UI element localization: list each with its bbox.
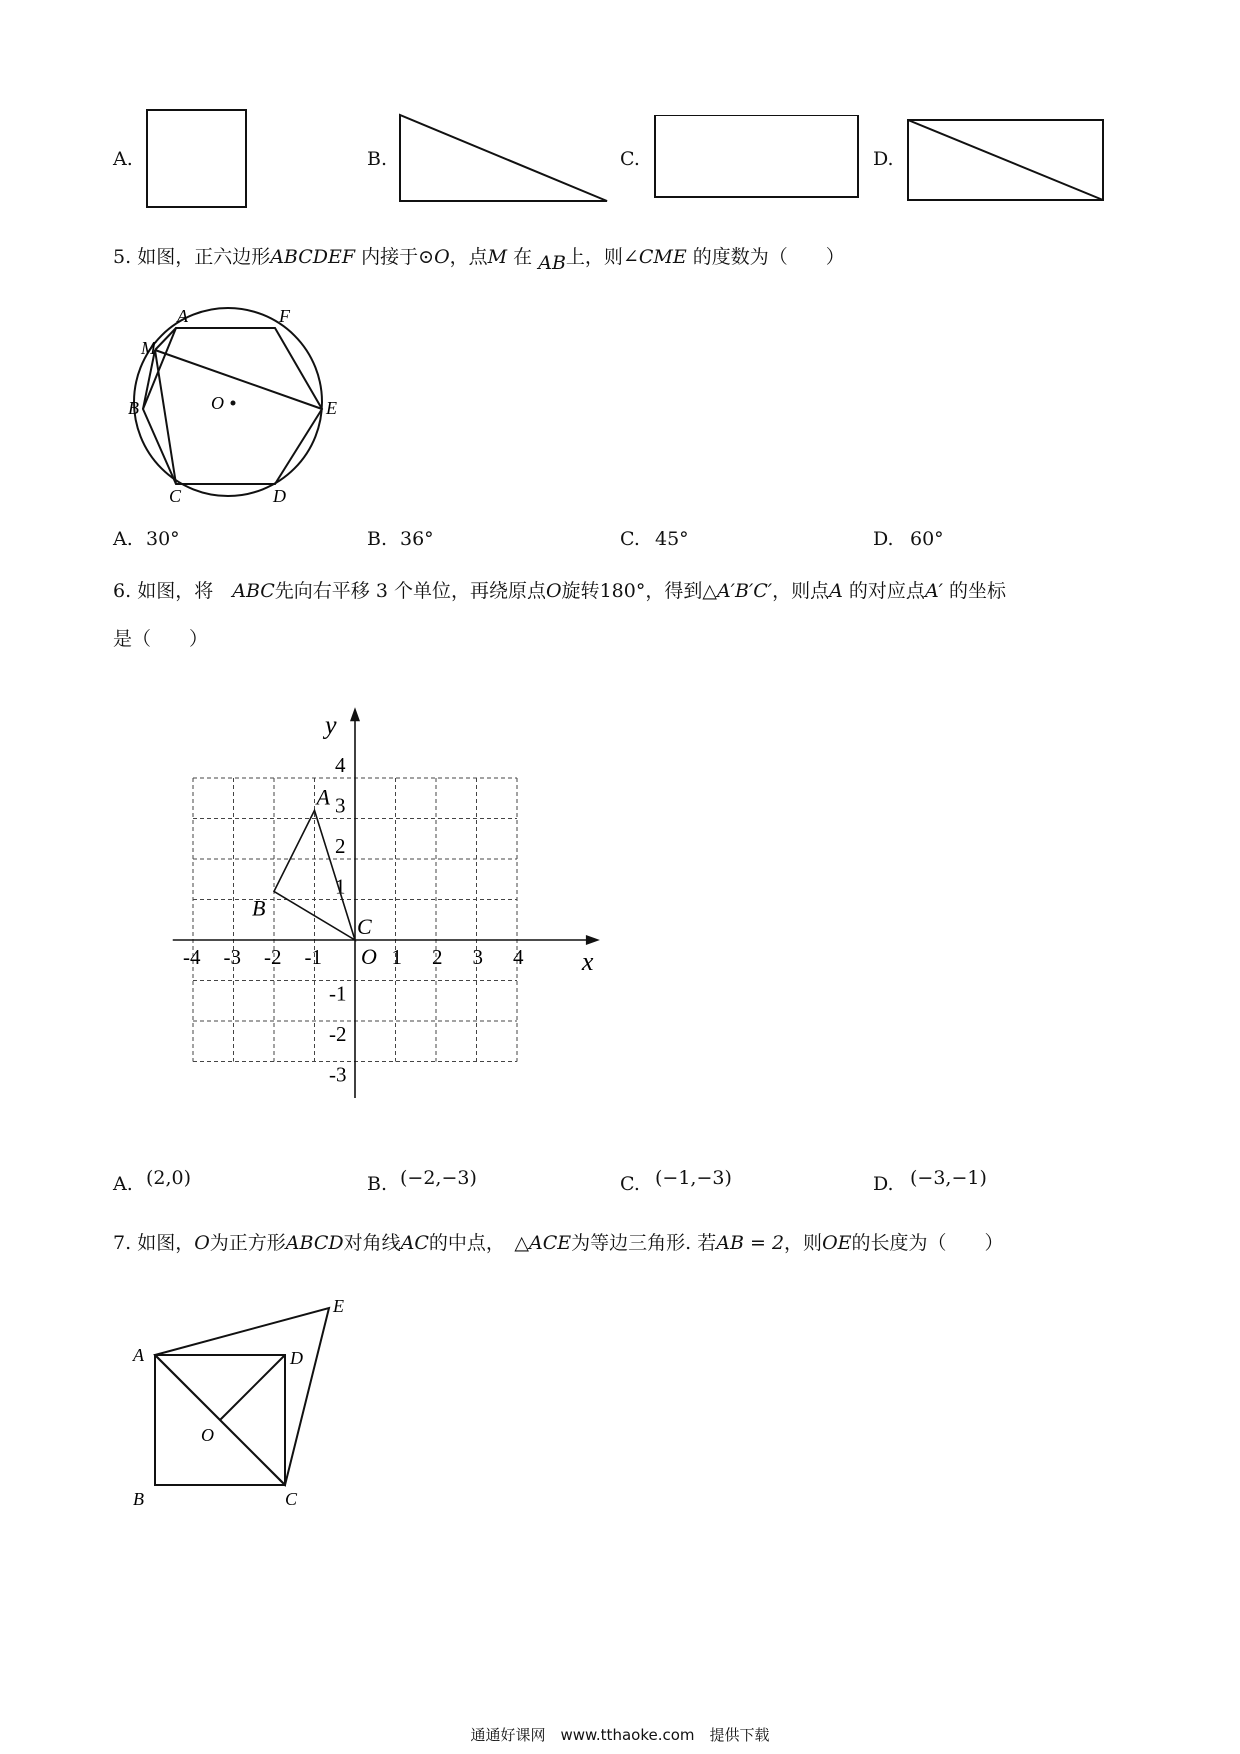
q5-option-b-label: B. xyxy=(367,528,388,550)
q5-label-c: C xyxy=(169,486,182,505)
q6-y-tick-label: -2 xyxy=(329,1022,347,1046)
q7-diagonal: AC xyxy=(400,1232,429,1254)
q6-text-4: ，得到 xyxy=(645,580,703,602)
q6-x-axis-arrow xyxy=(586,935,600,945)
q5-label-b: B xyxy=(128,398,139,418)
q7-condition: AB = 2 xyxy=(716,1232,785,1254)
q6-x-tick-label: -2 xyxy=(264,945,282,969)
q7-question xyxy=(113,1228,1153,1258)
q6-y-axis-label: y xyxy=(325,710,337,740)
q7-segment-od xyxy=(220,1355,285,1420)
q5-option-c-value: 45° xyxy=(655,528,689,550)
q5-option-b-value: 36° xyxy=(400,528,434,550)
q4-option-d-label: D. xyxy=(873,148,894,170)
q6-y-tick-label: 4 xyxy=(335,753,346,777)
q5-point-m: M xyxy=(487,246,508,268)
q6-rotation: 180° xyxy=(599,580,646,602)
q6-label-c: C xyxy=(357,914,372,939)
q6-options xyxy=(0,1167,1240,1197)
q6-number: 6. xyxy=(113,580,132,602)
q5-option-a-label: A. xyxy=(113,528,133,550)
q5-label-e: E xyxy=(326,398,337,418)
q5-label-d: D xyxy=(273,486,286,505)
q6-coordinate-graph xyxy=(140,665,610,1115)
q4-option-c-label: C. xyxy=(620,148,640,170)
q4-option-d-rectangle-diagonal xyxy=(905,117,1105,202)
q7-point-o: O xyxy=(194,1232,210,1254)
q6-x-tick-label: 3 xyxy=(472,945,483,969)
q7-figure-square-triangle xyxy=(125,1285,365,1515)
q6-x-tick-label: -4 xyxy=(183,945,201,969)
q7-text-7: 的长度为（ ） xyxy=(851,1232,1004,1254)
q6-text-2: 先向右平移 3 个单位，再绕原点 xyxy=(274,580,546,602)
q4-option-c-rectangle xyxy=(650,115,865,200)
q7-text-4: 的中点， xyxy=(428,1232,496,1254)
q6-x-tick-label: 4 xyxy=(513,945,524,969)
q6-option-a-value: (2,0) xyxy=(146,1167,192,1189)
q6-y-axis-arrow xyxy=(350,707,360,721)
q4-option-a-square xyxy=(140,105,250,210)
q6-text-7: 的坐标 xyxy=(949,580,1007,602)
q7-triangle: △ACE xyxy=(514,1232,572,1254)
q6-option-a-label: A. xyxy=(113,1173,133,1195)
q6-triangle: ABC xyxy=(232,580,275,602)
q6-option-c-label: C. xyxy=(620,1173,640,1195)
q5-text-6: 的度数为（ ） xyxy=(692,246,845,268)
q5-label-m: M xyxy=(141,338,156,358)
q6-option-d-label: D. xyxy=(873,1173,894,1195)
q5-angle: ∠CME xyxy=(622,246,687,268)
q6-option-c-value: (−1,−3) xyxy=(655,1167,732,1189)
q7-text-5: 为等边三角形. 若 xyxy=(571,1232,717,1254)
q5-option-c-label: C. xyxy=(620,528,640,550)
q7-label-a: A xyxy=(133,1345,144,1365)
q7-label-e: E xyxy=(333,1296,344,1316)
q5-center-dot xyxy=(231,401,236,406)
q6-label-a: A xyxy=(316,784,330,810)
q7-label-d: D xyxy=(290,1348,303,1368)
q5-hexagon-shape xyxy=(143,328,322,484)
q5-text-1: 如图，正六边形 xyxy=(137,246,271,268)
q6-y-tick-label: 3 xyxy=(335,793,346,818)
q6-x-axis-label: x xyxy=(581,947,594,976)
q7-square: ABCD xyxy=(285,1232,344,1254)
q4-option-b-triangle xyxy=(392,110,617,205)
q5-figure-hexagon-in-circle xyxy=(125,305,350,505)
q5-option-d-value: 60° xyxy=(910,528,944,550)
q6-text-8: 是（ ） xyxy=(113,628,209,650)
q5-hexagon: ABCDEF xyxy=(270,246,356,268)
q7-label-c: C xyxy=(285,1489,298,1509)
q7-text-2: 为正方形 xyxy=(209,1232,286,1254)
q6-question xyxy=(113,576,1153,654)
q6-y-tick-label: 1 xyxy=(335,874,346,899)
q5-options xyxy=(0,528,1240,558)
q5-text-5: 上，则 xyxy=(565,246,623,268)
q6-label-b: B xyxy=(252,895,266,921)
q5-text-2: 内接于 xyxy=(361,246,419,268)
q6-option-b-value: (−2,−3) xyxy=(400,1167,477,1189)
q6-axes xyxy=(173,707,600,1098)
q7-segment-oe: OE xyxy=(822,1232,852,1254)
q5-label-f: F xyxy=(279,306,290,326)
q6-text-5: ，则点 xyxy=(772,580,830,602)
q6-text-1: 如图，将 xyxy=(137,580,214,602)
page-footer: 通通好课网 www.tthaoke.com 提供下载 xyxy=(470,1726,770,1744)
q6-point-a-prime: A′ xyxy=(924,580,943,602)
q6-y-tick-label: -1 xyxy=(329,981,347,1006)
q6-option-d-value: (−3,−1) xyxy=(910,1167,987,1189)
q4-option-b-label: B. xyxy=(367,148,388,170)
q5-text-3: ，点 xyxy=(449,246,488,268)
q4-options xyxy=(0,90,1240,210)
q7-text-1: 如图， xyxy=(137,1232,195,1254)
q6-x-tick-label: -3 xyxy=(223,945,241,969)
q6-tick-labels xyxy=(183,753,524,1087)
q5-arc: AB xyxy=(538,252,566,274)
q6-y-tick-label: 2 xyxy=(335,834,346,858)
q5-label-a: A xyxy=(177,306,188,326)
q7-number: 7. xyxy=(113,1232,132,1254)
q6-text-6: 的对应点 xyxy=(848,580,925,602)
q7-text-6: ，则 xyxy=(784,1232,823,1254)
q7-text-3: 对角线 xyxy=(343,1232,401,1254)
q6-option-b-label: B. xyxy=(367,1173,388,1195)
q5-option-a-value: 30° xyxy=(146,528,180,550)
q5-circle-sym: ⊙ xyxy=(418,246,435,268)
q6-origin: O xyxy=(545,580,562,602)
q6-origin-label: O xyxy=(361,944,377,969)
q5-label-o: O xyxy=(211,393,224,413)
q7-label-b: B xyxy=(133,1489,144,1509)
q6-x-tick-label: 1 xyxy=(391,945,402,969)
q7-label-o: O xyxy=(201,1425,214,1445)
q6-y-tick-label: -3 xyxy=(329,1062,347,1087)
q5-number: 5. xyxy=(113,246,132,268)
q5-circle: O xyxy=(434,246,450,268)
q6-text-3: 旋转 xyxy=(561,580,600,602)
q5-question xyxy=(113,242,1153,272)
q5-segment-me xyxy=(155,350,322,409)
q5-option-d-label: D. xyxy=(873,528,894,550)
q4-option-a-label: A. xyxy=(113,148,133,170)
q6-triangle-image: △A′B′C′ xyxy=(702,580,773,602)
q6-x-tick-label: -1 xyxy=(304,945,322,969)
q7-triangle-ace xyxy=(155,1308,329,1485)
q6-x-tick-label: 2 xyxy=(432,945,443,969)
q5-text-4: 在 xyxy=(513,246,533,268)
q6-point-a: A xyxy=(829,580,843,602)
